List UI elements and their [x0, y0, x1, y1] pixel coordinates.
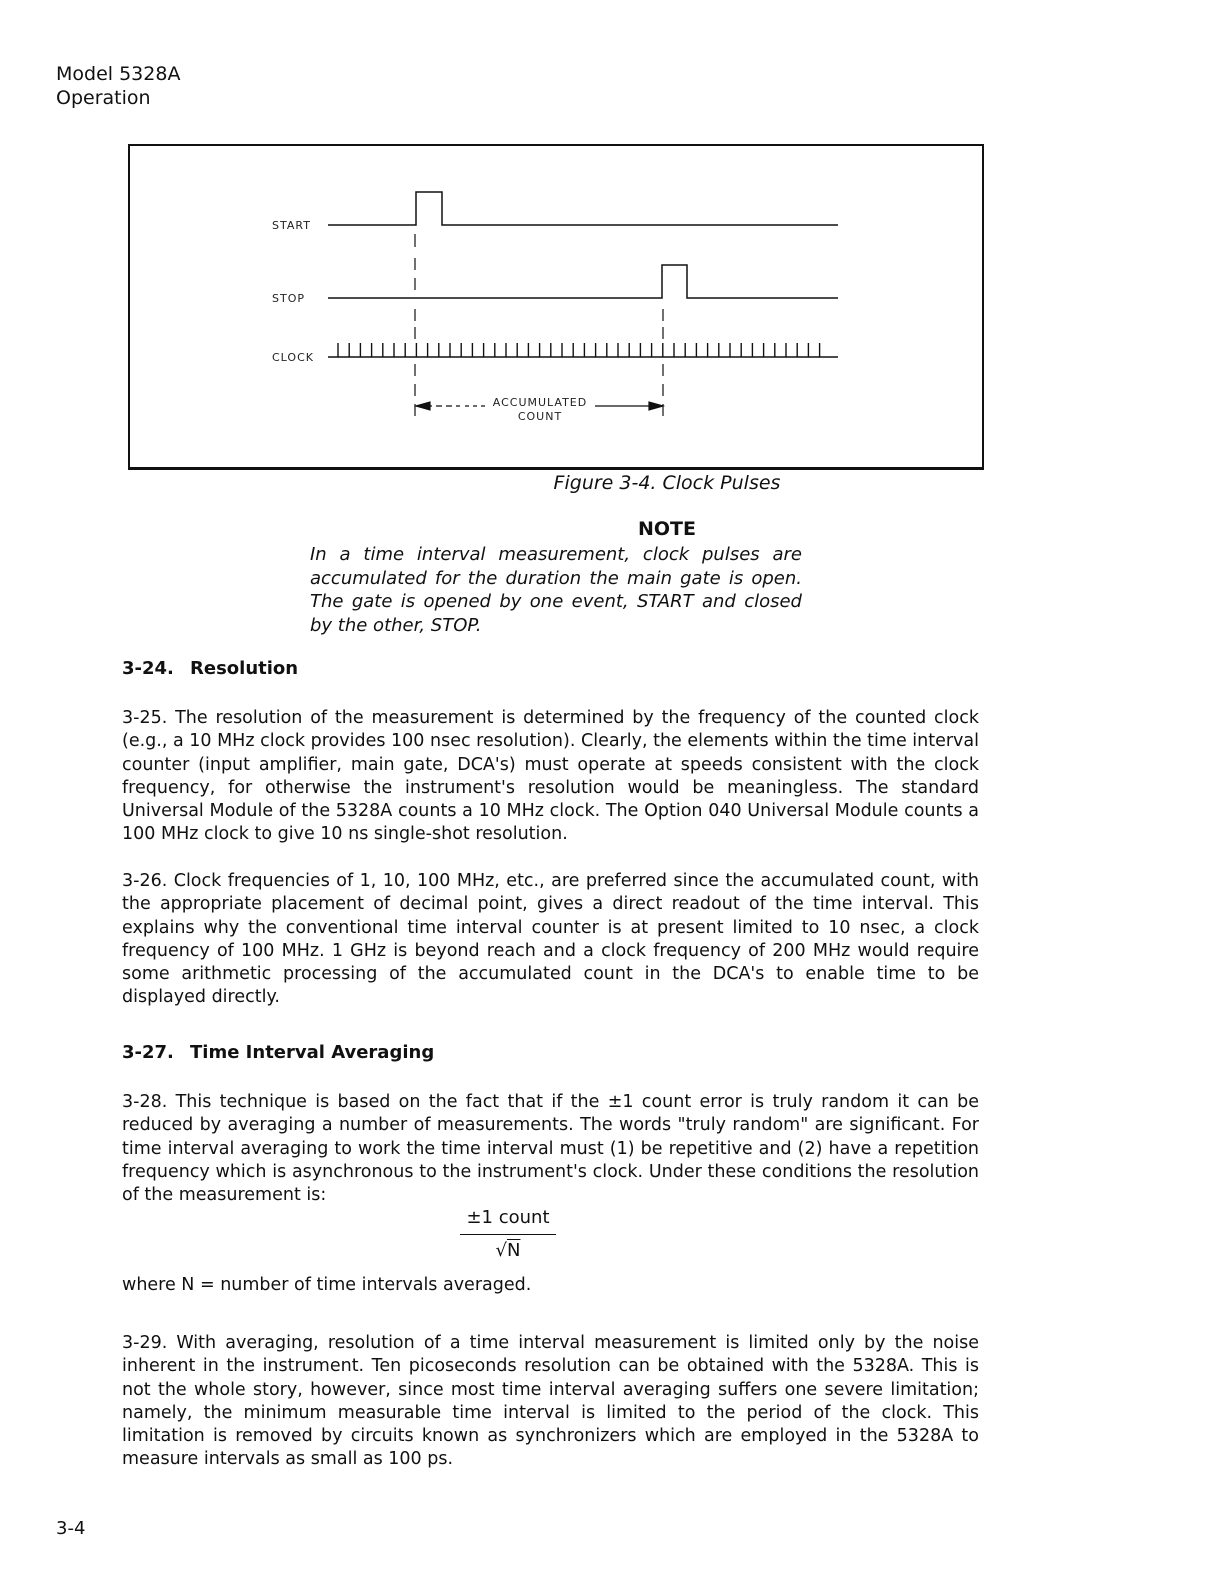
formula-variable: N: [507, 1240, 521, 1261]
timing-diagram: [130, 146, 982, 467]
formula-denominator: [460, 1235, 556, 1263]
resolution-formula: [460, 1206, 556, 1263]
clock-pulses-figure: [128, 144, 984, 470]
clock-label: CLOCK: [272, 351, 314, 364]
stop-waveform: [328, 265, 838, 298]
accumulated-label: ACCUMULATED: [492, 396, 588, 409]
sqrt-symbol: √: [495, 1240, 507, 1261]
model-name: Model 5328A: [56, 63, 181, 85]
page-number: 3-4: [56, 1518, 86, 1539]
section-title: Resolution: [190, 658, 299, 679]
figure-caption: Figure 3-4. Clock Pulses: [553, 472, 781, 494]
start-label: START: [272, 219, 311, 232]
paragraph-3-26: 3-26. Clock frequencies of 1, 10, 100 MHz, etc., are preferred since the accumulated count, with the appropriate placement of decimal point, gives a direct readout of the time interval. This explains why the conventional time interval counter is at present limited to 10 nsec, a clock frequency of 100 MHz. 1 GHz is beyond reach and a clock frequency of 200 MHz would require some arithmetic processing of the accumulated count in the DCA's to enable time to be displayed directly.: [122, 871, 979, 1008]
section-number: 3-24.: [122, 658, 174, 679]
note-body: In a time interval measurement, clock pulses are accumulated for the duration the main gate is open. The gate is opened by one event, START and closed by the other, STOP.: [310, 544, 802, 636]
paragraph-3-28: 3-28. This technique is based on the fact that if the ±1 count error is truly random it can be reduced by averaging a number of measurements. The words "truly random" are significant. For time interval averaging to work the time interval must (1) be repetitive and (2) have a repetition frequency which is asynchronous to the instrument's clock. Under these conditions the resolution of the measurement is:: [122, 1092, 979, 1206]
stop-label: STOP: [272, 292, 305, 305]
clock-waveform: [328, 343, 838, 357]
paragraph-3-29: 3-29. With averaging, resolution of a time interval measurement is limited only by the noise inherent in the instrument. Ten picoseconds resolution can be obtained with the 5328A. This is not the whole story, however, since most time interval averaging suffers one severe limitation; namely, the minimum measurable time interval is limited to the period of the clock. This limitation is removed by circuits known as synchronizers which are employed in the 5328A to measure intervals as small as 100 ps.: [122, 1333, 979, 1470]
section-title: Time Interval Averaging: [190, 1042, 435, 1063]
start-waveform: [328, 192, 838, 225]
formula-numerator: ±1 count: [460, 1206, 556, 1235]
section-heading-resolution: [122, 658, 298, 679]
paragraph-3-25: 3-25. The resolution of the measurement is determined by the frequency of the counted clock (e.g., a 10 MHz clock provides 100 nsec resolution). Clearly, the elements within the time interval counter (input amplifier, main gate, DCA's) must operate at speeds consistent with the clock frequency, for otherwise the instrument's resolution would be meaningless. The standard Universal Module of the 5328A counts a 10 MHz clock. The Option 040 Universal Module counts a 100 MHz clock to give 10 ns single-shot resolution.: [122, 708, 979, 845]
note-title: NOTE: [638, 518, 696, 540]
section-number: 3-27.: [122, 1042, 174, 1063]
section-name: Operation: [56, 87, 151, 109]
page-header: [56, 62, 180, 110]
section-heading-time-interval-averaging: [122, 1042, 434, 1063]
formula-where-text: where N = number of time intervals averaged.: [122, 1275, 532, 1295]
count-label: COUNT: [517, 410, 563, 423]
